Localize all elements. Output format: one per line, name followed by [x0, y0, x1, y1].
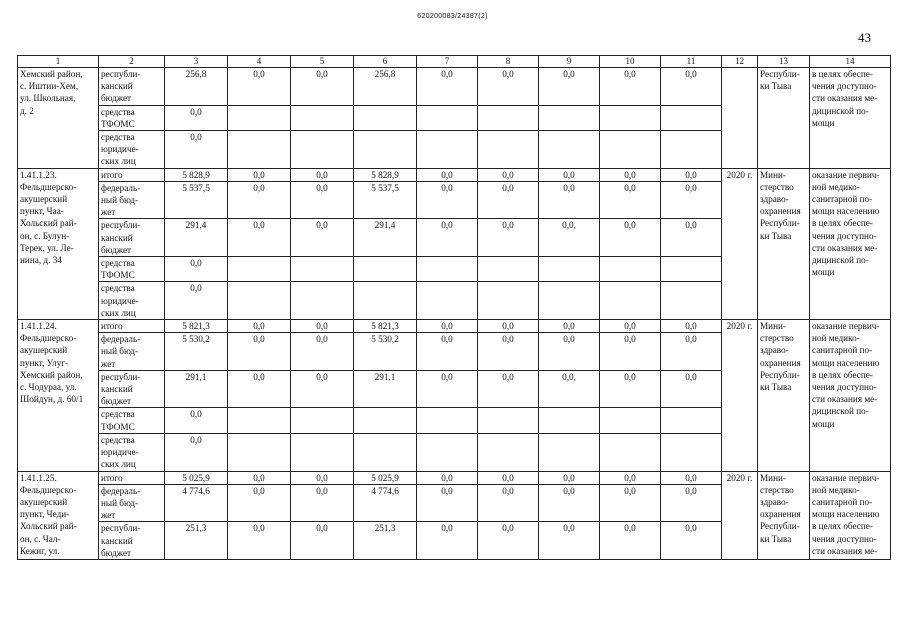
amount-cell: 0,0 [228, 484, 291, 522]
amount-cell [417, 105, 478, 130]
funding-source: средства юридиче- ских лиц [99, 433, 165, 471]
page-number: 43 [858, 30, 871, 45]
object-description: 1.41.1.24. Фельдшерско- акушерский пункт, Улуг- Хемский район, с. Чодураа, ул. Шойдун, д. 60/1 [18, 320, 99, 471]
completion-year: 2020 г. [722, 471, 758, 559]
amount-cell: 0,0 [600, 168, 661, 181]
amount-cell [600, 408, 661, 433]
amount-cell: 0,0 [478, 181, 539, 219]
amount-cell: 0,0, [539, 370, 600, 408]
object-description: 1.41.1.23. Фельдшерско- акушерский пункт, Чаа- Хольский рай- он, с. Булун- Терек, ул. Ле- нина, д. 34 [18, 168, 99, 319]
funding-source: средства ТФОМС [99, 408, 165, 433]
amount-cell [354, 257, 417, 282]
amount-cell [228, 433, 291, 471]
amount-cell: 0,0 [661, 168, 722, 181]
amount-cell [354, 105, 417, 130]
column-number: 9 [539, 56, 600, 68]
amount-cell [417, 282, 478, 320]
object-description: Хемский район, с. Иштии-Хем, ул. Школьная, д. 2 [18, 68, 99, 169]
amount-cell: 4 774,6 [165, 484, 228, 522]
amount-cell: 0,0 [228, 471, 291, 484]
amount-cell: 0,0 [478, 219, 539, 257]
table-row [18, 68, 891, 106]
amount-cell: 0,0 [600, 471, 661, 484]
amount-cell [539, 131, 600, 169]
column-number: 6 [354, 56, 417, 68]
amount-cell: 0,0 [165, 131, 228, 169]
amount-cell: 0,0 [600, 333, 661, 371]
funding-source: итого [99, 320, 165, 333]
funding-source: федераль- ный бюд- жет [99, 181, 165, 219]
amount-cell [600, 131, 661, 169]
column-number: 14 [810, 56, 891, 68]
amount-cell [478, 131, 539, 169]
amount-cell: 291,1 [165, 370, 228, 408]
amount-cell [291, 282, 354, 320]
amount-cell: 291,4 [165, 219, 228, 257]
amount-cell: 0,0 [291, 333, 354, 371]
column-number: 12 [722, 56, 758, 68]
amount-cell: 5 530,2 [354, 333, 417, 371]
amount-cell: 0,0 [478, 168, 539, 181]
amount-cell: 0,0 [291, 370, 354, 408]
amount-cell: 5 530,2 [165, 333, 228, 371]
amount-cell: 0,0 [228, 333, 291, 371]
amount-cell: 0,0 [291, 320, 354, 333]
amount-cell [661, 131, 722, 169]
amount-cell [661, 105, 722, 130]
amount-cell [417, 131, 478, 169]
amount-cell [291, 131, 354, 169]
amount-cell: 0,0 [417, 333, 478, 371]
amount-cell [478, 408, 539, 433]
amount-cell: 251,3 [354, 522, 417, 560]
responsible-executor: Мини- стерство здраво- охранения Республи- ки Тыва [758, 168, 810, 319]
amount-cell: 5 821,3 [165, 320, 228, 333]
responsible-executor: Мини- стерство здраво- охранения Республи- ки Тыва [758, 471, 810, 559]
amount-cell [478, 105, 539, 130]
amount-cell: 0,0 [417, 471, 478, 484]
column-number-row [18, 56, 891, 68]
amount-cell: 0,0 [228, 522, 291, 560]
column-number: 1 [18, 56, 99, 68]
amount-cell: 291,1 [354, 370, 417, 408]
column-number: 4 [228, 56, 291, 68]
amount-cell: 0,0 [228, 219, 291, 257]
amount-cell: 5 537,5 [165, 181, 228, 219]
funding-source: федераль- ный бюд- жет [99, 484, 165, 522]
completion-year: 2020 г. [722, 320, 758, 471]
amount-cell: 0,0 [539, 168, 600, 181]
amount-cell [228, 257, 291, 282]
table-row [18, 168, 891, 181]
amount-cell: 0,0 [417, 181, 478, 219]
amount-cell: 0,0 [661, 320, 722, 333]
amount-cell: 0,0 [539, 181, 600, 219]
purpose: оказание первич- ной медико- санитарной по- мощи населению в целях обеспе- чения доступно- сти оказания ме- дицинской по- мощи [810, 168, 891, 319]
amount-cell: 5 537,5 [354, 181, 417, 219]
amount-cell [354, 408, 417, 433]
amount-cell: 5 821,3 [354, 320, 417, 333]
amount-cell: 0,0 [291, 471, 354, 484]
purpose: оказание первич- ной медико- санитарной по- мощи населению в целях обеспе- чения доступно- сти оказания ме- дицинской по- мощи [810, 320, 891, 471]
responsible-executor: Республи- ки Тыва [758, 68, 810, 169]
amount-cell [539, 105, 600, 130]
amount-cell: 0,0 [478, 68, 539, 106]
funding-source: средства юридиче- ских лиц [99, 282, 165, 320]
amount-cell: 0,0 [661, 370, 722, 408]
column-number: 8 [478, 56, 539, 68]
amount-cell: 0,0 [417, 168, 478, 181]
amount-cell: 0,0 [661, 522, 722, 560]
amount-cell: 291,4 [354, 219, 417, 257]
amount-cell: 0,0 [539, 333, 600, 371]
amount-cell: 0,0 [165, 408, 228, 433]
column-number: 10 [600, 56, 661, 68]
funding-source: республи- канский бюджет [99, 68, 165, 106]
amount-cell: 0,0 [228, 370, 291, 408]
purpose: оказание первич- ной медико- санитарной по- мощи населению в целях обеспе- чения доступно- сти оказания ме- [810, 471, 891, 559]
amount-cell [354, 282, 417, 320]
amount-cell [478, 257, 539, 282]
amount-cell: 0,0 [417, 522, 478, 560]
amount-cell [539, 408, 600, 433]
amount-cell [354, 131, 417, 169]
amount-cell: 5 828,9 [354, 168, 417, 181]
amount-cell: 0,0 [478, 370, 539, 408]
amount-cell [661, 433, 722, 471]
amount-cell: 0,0 [228, 168, 291, 181]
amount-cell: 0,0 [539, 522, 600, 560]
column-number: 13 [758, 56, 810, 68]
amount-cell [417, 257, 478, 282]
amount-cell: 256,8 [165, 68, 228, 106]
amount-cell [539, 257, 600, 282]
amount-cell: 0,0 [661, 333, 722, 371]
funding-source: федераль- ный бюд- жет [99, 333, 165, 371]
funding-source: итого [99, 168, 165, 181]
amount-cell: 0,0 [291, 181, 354, 219]
column-number: 7 [417, 56, 478, 68]
column-number: 2 [99, 56, 165, 68]
amount-cell [600, 105, 661, 130]
amount-cell: 256,8 [354, 68, 417, 106]
funding-source: итого [99, 471, 165, 484]
funding-source: республи- канский бюджет [99, 370, 165, 408]
amount-cell [228, 131, 291, 169]
amount-cell: 0,0 [478, 333, 539, 371]
funding-source: средства ТФОМС [99, 257, 165, 282]
amount-cell: 0,0 [228, 181, 291, 219]
column-number: 11 [661, 56, 722, 68]
amount-cell [539, 433, 600, 471]
amount-cell [478, 282, 539, 320]
amount-cell [661, 257, 722, 282]
amount-cell: 0,0 [539, 68, 600, 106]
amount-cell: 0,0 [539, 484, 600, 522]
amount-cell [600, 257, 661, 282]
amount-cell [417, 408, 478, 433]
amount-cell [291, 408, 354, 433]
table-body [18, 56, 891, 560]
purpose: в целях обеспе- чения доступно- сти оказания ме- дицинской по- мощи [810, 68, 891, 169]
amount-cell [661, 408, 722, 433]
amount-cell: 0,0 [600, 219, 661, 257]
amount-cell: 0,0 [478, 484, 539, 522]
amount-cell: 0,0 [600, 370, 661, 408]
amount-cell: 0,0 [417, 370, 478, 408]
amount-cell: 0,0 [661, 219, 722, 257]
amount-cell: 0,0 [417, 484, 478, 522]
amount-cell: 0,0 [417, 68, 478, 106]
column-number: 5 [291, 56, 354, 68]
amount-cell: 0,0 [600, 181, 661, 219]
amount-cell: 0,0 [539, 320, 600, 333]
amount-cell: 0,0 [600, 320, 661, 333]
amount-cell [354, 433, 417, 471]
amount-cell: 0,0 [165, 257, 228, 282]
budget-table [17, 55, 891, 560]
amount-cell: 0,0 [417, 320, 478, 333]
amount-cell [417, 433, 478, 471]
amount-cell: 0,0 [291, 484, 354, 522]
amount-cell: 0,0 [600, 484, 661, 522]
amount-cell: 0,0 [661, 484, 722, 522]
amount-cell: 0,0 [661, 181, 722, 219]
amount-cell: 0,0 [228, 320, 291, 333]
amount-cell: 5 025,9 [354, 471, 417, 484]
object-description: 1.41.1.25. Фельдшерско- акушерский пункт, Чеди- Хольский рай- он, с. Чал- Кежиг, ул. [18, 471, 99, 559]
amount-cell: 0,0 [539, 471, 600, 484]
amount-cell [228, 282, 291, 320]
amount-cell [291, 433, 354, 471]
amount-cell: 0,0 [600, 522, 661, 560]
amount-cell: 0,0 [417, 219, 478, 257]
completion-year: 2020 г. [722, 168, 758, 319]
amount-cell [228, 105, 291, 130]
amount-cell [600, 433, 661, 471]
amount-cell: 251,3 [165, 522, 228, 560]
amount-cell: 0,0 [291, 522, 354, 560]
amount-cell [539, 282, 600, 320]
amount-cell: 0,0 [291, 68, 354, 106]
completion-year [722, 68, 758, 169]
funding-source: республи- канский бюджет [99, 522, 165, 560]
funding-source: средства юридиче- ских лиц [99, 131, 165, 169]
table-row [18, 320, 891, 333]
amount-cell [291, 257, 354, 282]
amount-cell [228, 408, 291, 433]
table-row [18, 471, 891, 484]
amount-cell: 0,0 [478, 471, 539, 484]
amount-cell: 0,0 [291, 219, 354, 257]
amount-cell: 0,0 [478, 320, 539, 333]
amount-cell: 0,0 [165, 282, 228, 320]
amount-cell: 0,0 [228, 68, 291, 106]
amount-cell [600, 282, 661, 320]
document-id: 620200083/24387(2) [417, 13, 488, 20]
amount-cell: 0,0 [165, 433, 228, 471]
amount-cell: 0,0 [291, 168, 354, 181]
amount-cell: 0,0 [661, 68, 722, 106]
amount-cell: 4 774,6 [354, 484, 417, 522]
funding-source: республи- канский бюджет [99, 219, 165, 257]
amount-cell: 0,0 [600, 68, 661, 106]
responsible-executor: Мини- стерство здраво- охранения Республи- ки Тыва [758, 320, 810, 471]
amount-cell: 5 025,9 [165, 471, 228, 484]
amount-cell [291, 105, 354, 130]
amount-cell: 0,0 [661, 471, 722, 484]
amount-cell: 0,0 [165, 105, 228, 130]
amount-cell: 0,0, [539, 219, 600, 257]
amount-cell [478, 433, 539, 471]
amount-cell [661, 282, 722, 320]
amount-cell: 5 828,9 [165, 168, 228, 181]
funding-source: средства ТФОМС [99, 105, 165, 130]
amount-cell: 0,0 [478, 522, 539, 560]
column-number: 3 [165, 56, 228, 68]
